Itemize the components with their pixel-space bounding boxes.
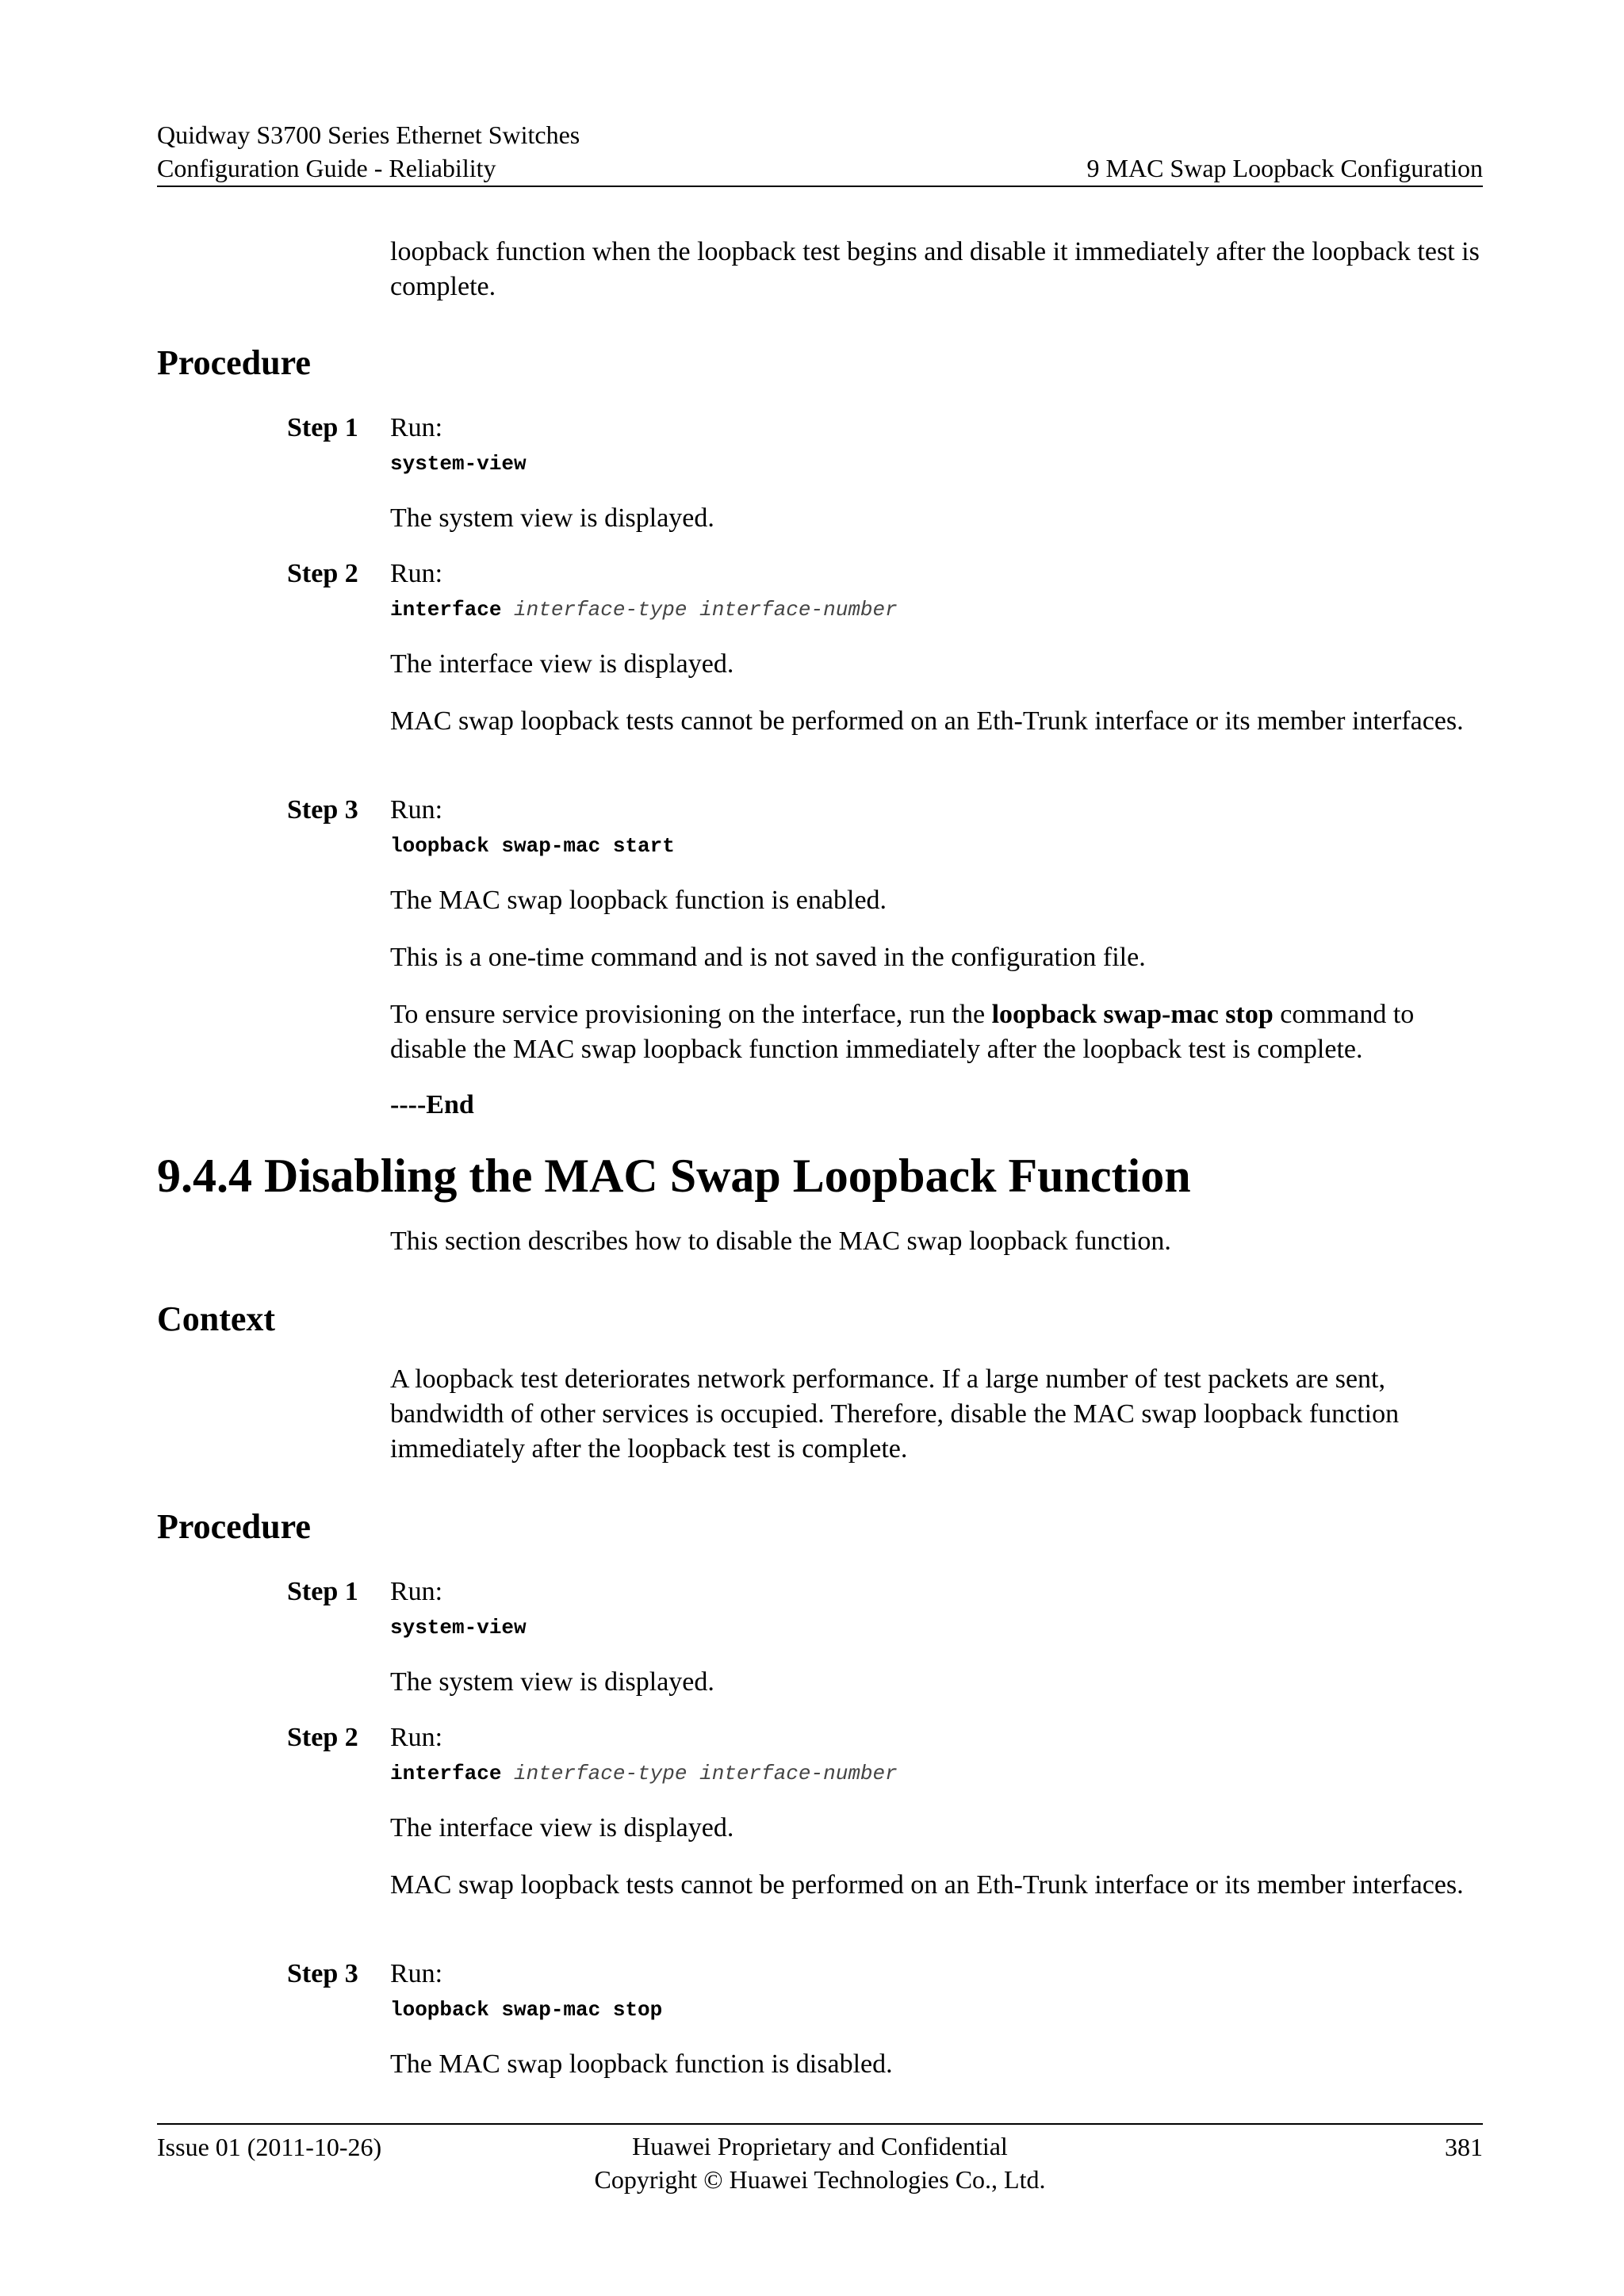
step-run-label: Run: — [390, 559, 443, 588]
step-note: The interface view is displayed. — [390, 649, 734, 679]
step-note: The system view is displayed. — [390, 1667, 714, 1697]
section-description: This section describes how to disable the MAC swap loopback function. — [390, 1226, 1171, 1256]
footer-copyright: Copyright © Huawei Technologies Co., Ltd. — [594, 2165, 1046, 2194]
context-text: A loopback test deteriorates network performance. If a large number of test packets are sent, bandwidth of other services is occupied. Therefore, disable the MAC swap loopback function immediately after the loopback test is complete. — [390, 1364, 1400, 1464]
command-line — [390, 1760, 898, 1787]
command-keyword: interface — [390, 1762, 502, 1785]
step-note: MAC swap loopback tests cannot be performed on an Eth-Trunk interface or its member interfaces. — [390, 706, 1464, 736]
section-title: 9.4.4 Disabling the MAC Swap Loopback Function — [157, 1150, 1191, 1202]
header-guide: Configuration Guide - Reliability — [157, 154, 496, 182]
command-keyword: loopback swap-mac stop — [390, 1998, 663, 2022]
command-line — [390, 596, 898, 623]
step-note: This is a one-time command and is not saved in the configuration file. — [390, 943, 1146, 972]
procedure-end-marker: ----End — [390, 1090, 474, 1119]
command-keyword: interface — [390, 598, 502, 622]
footer-issue: Issue 01 (2011-10-26) — [157, 2133, 382, 2161]
step-note: The interface view is displayed. — [390, 1813, 734, 1843]
step-label: Step 3 — [287, 795, 358, 825]
command-arguments: interface-type interface-number — [514, 598, 898, 622]
step-run-label: Run: — [390, 1959, 443, 1988]
step-note: MAC swap loopback tests cannot be performed on an Eth-Trunk interface or its member interfaces. — [390, 1870, 1464, 1900]
footer-page-number: 381 — [1445, 2133, 1483, 2161]
step-label: Step 1 — [287, 413, 358, 442]
command-arguments: interface-type interface-number — [514, 1762, 898, 1785]
command-line — [390, 450, 527, 477]
step-note-ensure — [390, 997, 1484, 1067]
command-keyword: loopback swap-mac start — [390, 834, 675, 858]
header-rule — [157, 186, 1483, 187]
step-label: Step 1 — [287, 1577, 358, 1606]
intro-continuation: loopback function when the loopback test begins and disable it immediately after the loopback test is complete. — [390, 237, 1480, 301]
ensure-text-after: command to disable the MAC swap loopback function immediately after the loopback test is complete. — [390, 1000, 1415, 1064]
step-run-label: Run: — [390, 1723, 443, 1752]
ensure-text-before: To ensure service provisioning on the interface, run the — [390, 1000, 986, 1029]
step-run-label: Run: — [390, 413, 443, 442]
footer-rule — [157, 2123, 1483, 2125]
step-note: The system view is displayed. — [390, 503, 714, 533]
ensure-command: loopback swap-mac stop — [991, 1000, 1274, 1029]
footer-confidential: Huawei Proprietary and Confidential — [632, 2132, 1008, 2160]
procedure-heading: Procedure — [157, 343, 311, 382]
procedure-heading: Procedure — [157, 1507, 311, 1546]
command-line — [390, 1996, 662, 2023]
step-label: Step 3 — [287, 1959, 358, 1988]
step-label: Step 2 — [287, 559, 358, 588]
command-keyword: system-view — [390, 1616, 527, 1640]
step-note: The MAC swap loopback function is enabled. — [390, 886, 887, 915]
command-keyword: system-view — [390, 452, 527, 476]
step-run-label: Run: — [390, 795, 443, 825]
step-label: Step 2 — [287, 1723, 358, 1752]
context-heading: Context — [157, 1299, 276, 1338]
header-chapter: 9 MAC Swap Loopback Configuration — [1086, 154, 1483, 182]
step-run-label: Run: — [390, 1577, 443, 1606]
command-line — [390, 1614, 527, 1641]
footer-center — [555, 2130, 1085, 2196]
header-product: Quidway S3700 Series Ethernet Switches — [157, 121, 580, 149]
command-line — [390, 832, 675, 859]
step-note: The MAC swap loopback function is disabled. — [390, 2049, 893, 2079]
